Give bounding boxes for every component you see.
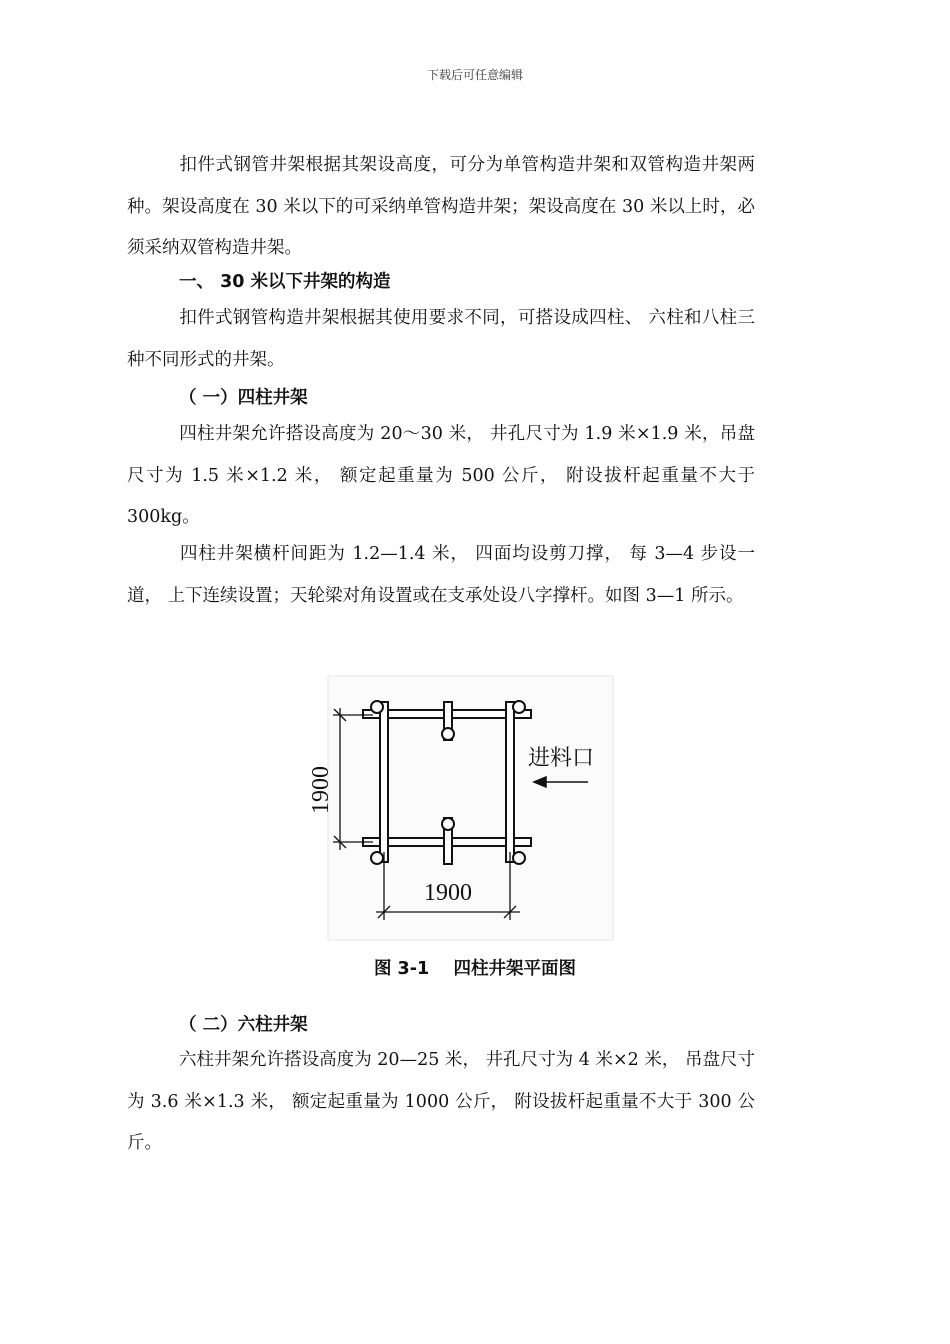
paragraph-six-post-spec-text: 六柱井架允许搭设高度为 20—25 米， 井孔尺寸为 4 米×2 米， 吊盘尺寸为 3.6 米×1.3 米， 额定起重量为 1000 公斤， 附设拔杆起重量不大于 300 公斤。 — [127, 1050, 755, 1153]
left-upright — [380, 702, 388, 862]
paragraph-types-text: 扣件式钢管构造井架根据其使用要求不同，可搭设成四柱、 六柱和八柱三种不同形式的井架。 — [127, 308, 755, 370]
paragraph-intro-text: 扣件式钢管井架根据其架设高度，可分为单管构造井架和双管构造井架两种。架设高度在 30 米以下的可采纳单管构造井架；架设高度在 30 米以上时，必须采纳双管构造井架。 — [127, 155, 755, 258]
dim-vertical-label: 1900 — [308, 766, 334, 814]
section-heading-1: 一、 30 米以下井架的构造 — [179, 272, 391, 292]
paragraph-four-post-spec — [127, 414, 755, 539]
post-middle-bottom — [442, 818, 454, 830]
post-bottom-left — [371, 852, 383, 864]
right-upright — [506, 702, 514, 862]
subsection-heading-six-post: （ 二）六柱井架 — [179, 1015, 308, 1035]
subsection-heading-four-post: （ 一）四柱井架 — [179, 388, 308, 408]
paragraph-types — [127, 298, 755, 381]
paragraph-four-post-bracing-text: 四柱井架横杆间距为 1.2—1.4 米， 四面均设剪刀撑， 每 3—4 步设一道， 上下连续设置；天轮梁对角设置或在支承处设八字撑杆。如图 3—1 所示。 — [127, 544, 755, 606]
post-top-left — [371, 701, 383, 713]
dim-horizontal-label: 1900 — [424, 880, 472, 906]
post-top-right — [513, 701, 525, 713]
figure-four-post-plan — [298, 672, 618, 944]
paragraph-four-post-spec-text: 四柱井架允许搭设高度为 20～30 米， 井孔尺寸为 1.9 米×1.9 米，吊盘尺寸为 1.5 米×1.2 米， 额定起重量为 500 公斤， 附设拔杆起重量不大于 300kg。 — [127, 424, 755, 527]
paragraph-six-post-spec — [127, 1040, 755, 1165]
paragraph-four-post-bracing — [127, 534, 755, 617]
plan-drawing — [298, 672, 618, 944]
paragraph-intro — [127, 145, 755, 270]
figure-caption — [0, 955, 950, 980]
figure-caption-number: 图 3-1 — [373, 959, 430, 979]
post-bottom-right — [513, 852, 525, 864]
post-middle-top — [442, 728, 454, 740]
entrance-label: 进料口 — [528, 746, 595, 771]
figure-caption-title: 四柱井架平面图 — [453, 959, 577, 979]
page-header: 下载后可任意编辑 — [426, 68, 523, 82]
